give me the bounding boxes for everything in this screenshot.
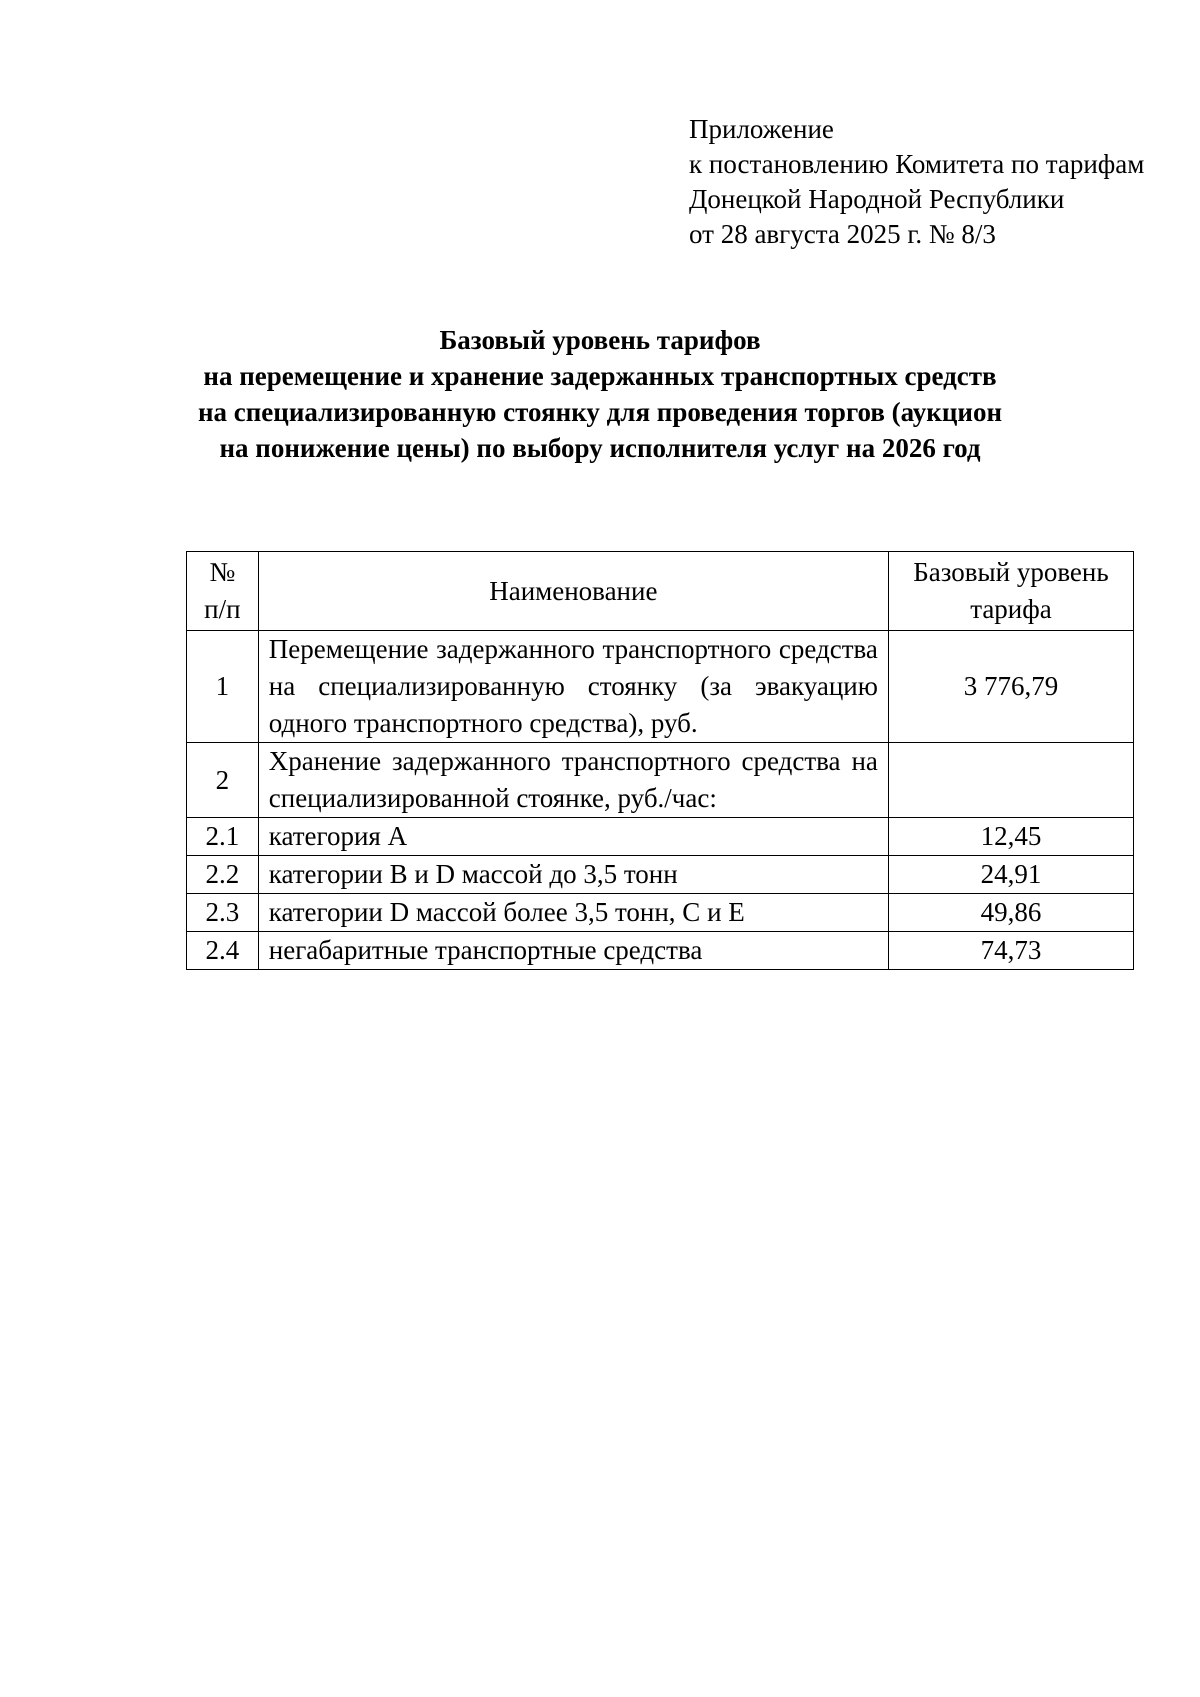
header-name-label: Наименование: [489, 575, 658, 606]
row-number: 1: [187, 631, 259, 743]
row-value: [888, 743, 1133, 818]
table-row: [187, 932, 1134, 970]
appendix-block: [689, 112, 1144, 252]
row-name: [258, 932, 888, 970]
row-number: 2: [187, 743, 259, 818]
appendix-line: от 28 августа 2025 г. № 8/3: [689, 219, 996, 249]
header-number: [187, 552, 259, 631]
table-row: [187, 856, 1134, 894]
table-row: [187, 818, 1134, 856]
header-value-line2: тарифа: [970, 594, 1052, 624]
row-name-text: категория A: [268, 821, 408, 851]
row-name: [258, 856, 888, 894]
appendix-line: к постановлению Комитета по тарифам: [689, 149, 1145, 179]
row-value: 49,86: [888, 894, 1133, 932]
header-value-line1: Базовый уровень: [913, 557, 1109, 587]
appendix-line: Донецкой Народной Республики: [689, 184, 1065, 214]
tariffs-table: [186, 551, 1134, 970]
appendix-line: Приложение: [689, 114, 834, 144]
document-title: [150, 322, 1050, 466]
row-number: 2.3: [187, 894, 259, 932]
row-number: 2.4: [187, 932, 259, 970]
row-value: 24,91: [888, 856, 1133, 894]
row-number: 2.1: [187, 818, 259, 856]
row-value: 3 776,79: [888, 631, 1133, 743]
row-name: [258, 631, 888, 743]
title-line: на перемещение и хранение задержанных транспортных средств: [203, 361, 997, 391]
table-header-row: [187, 552, 1134, 631]
row-name-text: категории B и D массой до 3,5 тонн: [268, 859, 678, 889]
row-value: 12,45: [888, 818, 1133, 856]
row-value: 74,73: [888, 932, 1133, 970]
row-name: [258, 743, 888, 818]
row-number: 2.2: [187, 856, 259, 894]
header-value: [888, 552, 1133, 631]
title-line: на специализированную стоянку для проведения торгов (аукцион: [197, 397, 1003, 427]
title-line: Базовый уровень тарифов: [439, 325, 761, 355]
row-name-text: Перемещение задержанного транспортного средства на специализированную стоянку (за эвакуацию одного транспортного средства), руб.: [268, 634, 878, 738]
table-row: [187, 894, 1134, 932]
row-name-text: негабаритные транспортные средства: [268, 935, 703, 965]
row-name-text: категории D массой более 3,5 тонн, C и E: [268, 897, 745, 927]
header-name: [258, 552, 888, 631]
row-name: [258, 818, 888, 856]
title-line: на понижение цены) по выбору исполнителя услуг на 2026 год: [219, 433, 981, 463]
header-number-line1: №: [209, 557, 236, 587]
row-name-text: Хранение задержанного транспортного средства на специализированной стоянке, руб./час:: [268, 746, 878, 813]
table-row: [187, 743, 1134, 818]
table-row: [187, 631, 1134, 743]
row-name: [258, 894, 888, 932]
header-number-line2: п/п: [204, 594, 241, 624]
